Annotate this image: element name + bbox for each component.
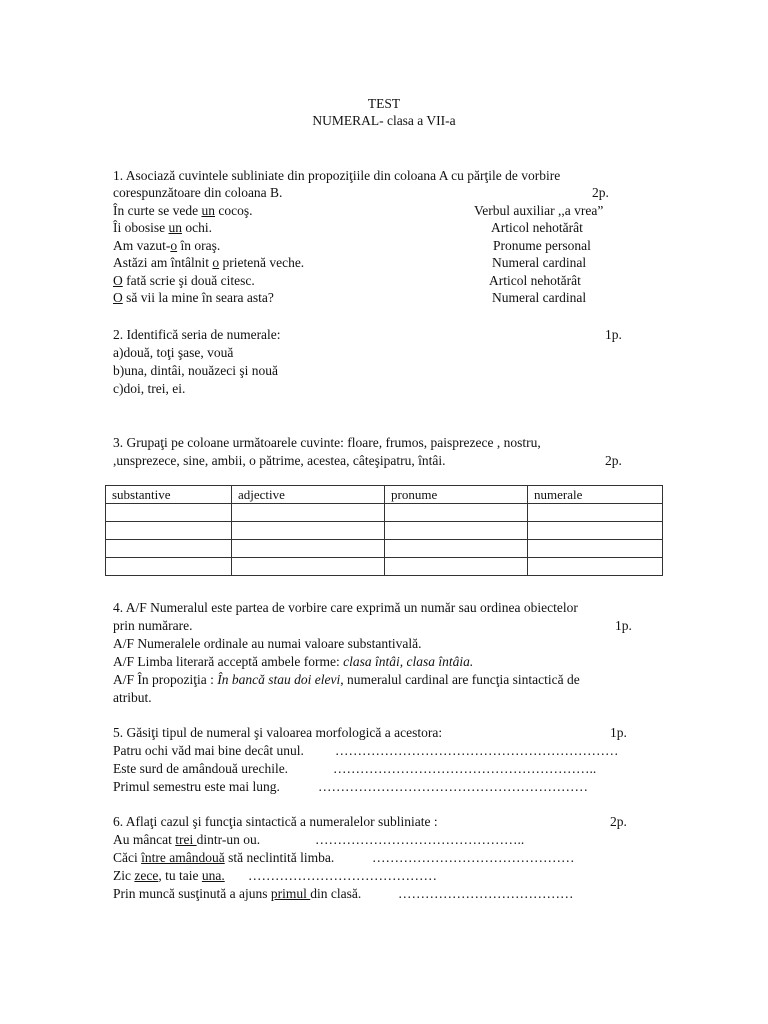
answer-blank[interactable]: …………………………………… [248, 868, 437, 883]
ex6-item: Prin muncă susţinută a ajuns primul din clasă. [113, 886, 362, 901]
ex5-item: Patru ochi văd mai bine decât unul. [113, 743, 304, 758]
table-cell[interactable] [528, 558, 663, 576]
table-cell[interactable] [528, 522, 663, 540]
underlined-word: o [212, 255, 220, 270]
ex6-points: 2p. [610, 814, 627, 829]
ex2-points: 1p. [605, 327, 622, 342]
ex2-option-a: a)două, toţi şase, vouă [113, 345, 234, 360]
table-cell[interactable] [106, 540, 232, 558]
answer-blank[interactable]: ……………………………………….. [315, 832, 525, 847]
underlined-word: una. [201, 868, 225, 883]
ex2-option-b: b)una, dintâi, nouăzeci şi nouă [113, 363, 278, 378]
ex4-item-4: A/F În propoziţia : În bancă stau doi elevi, numeralul cardinal are funcţia sintactică de [113, 672, 580, 687]
ex4-statement-line1: 4. A/F Numeralul este partea de vorbire care exprimă un număr sau ordinea obiectelor [113, 600, 578, 615]
table-cell[interactable] [232, 540, 385, 558]
ex4-item-2: A/F Numeralele ordinale au numai valoare substantivală. [113, 636, 422, 651]
ex1-row-b: Numeral cardinal [492, 255, 587, 270]
underlined-word: trei [175, 832, 197, 847]
underlined-word: un [201, 203, 215, 218]
table-cell[interactable] [106, 558, 232, 576]
table-header-cell: substantive [106, 486, 232, 504]
table-cell[interactable] [232, 522, 385, 540]
ex1-row-b: Articol nehotărât [491, 220, 583, 235]
ex1-row-b: Verbul auxiliar ,,a vrea” [474, 203, 604, 218]
table-cell[interactable] [385, 540, 528, 558]
table-cell[interactable] [106, 504, 232, 522]
ex6-item: Căci între amândouă stă neclintită limba. [113, 850, 335, 865]
ex6-item: Zic zece, tu taie una. [113, 868, 225, 883]
table-cell[interactable] [232, 558, 385, 576]
table-cell[interactable] [232, 504, 385, 522]
table-cell[interactable] [385, 504, 528, 522]
table-row [106, 522, 663, 540]
ex5-item: Este surd de amândouă urechile. [113, 761, 289, 776]
ex1-row-a: O să vii la mine în seara asta? [113, 290, 274, 305]
ex6-item: Au mâncat trei dintr-un ou. [113, 832, 261, 847]
ex1-row-b: Numeral cardinal [492, 290, 587, 305]
answer-blank[interactable]: ……………………………………………………… [335, 743, 619, 758]
underlined-word: o [170, 238, 178, 253]
ex5-points: 1p. [610, 725, 627, 740]
table-cell[interactable] [385, 522, 528, 540]
ex4-item-3: A/F Limba literară acceptă ambele forme: clasa întâi, clasa întâia. [113, 654, 474, 669]
ex1-row-b: Pronume personal [493, 238, 591, 253]
underlined-word: O [113, 273, 123, 288]
table-header-row [106, 486, 663, 504]
ex2-option-c: c)doi, trei, ei. [113, 381, 186, 396]
ex1-points: 2p. [592, 185, 609, 200]
table-row [106, 558, 663, 576]
ex1-row-a: Îi obosise un ochi. [113, 220, 212, 235]
ex1-row-a: Am vazut-o în oraş. [113, 238, 221, 253]
ex1-statement-line2: corespunzătoare din coloana B. [113, 185, 283, 200]
underlined-word: un [168, 220, 182, 235]
classification-table [105, 485, 663, 576]
underlined-word: O [113, 290, 123, 305]
ex2-question: 2. Identifică seria de numerale: [113, 327, 281, 342]
underlined-word: primul [270, 886, 311, 901]
ex1-statement-line1: 1. Asociază cuvintele subliniate din propoziţiile din coloana A cu părţile de vorbire [113, 168, 561, 183]
answer-blank[interactable]: ………………………………………………….. [333, 761, 597, 776]
ex3-points: 2p. [605, 453, 622, 468]
table-cell[interactable] [528, 504, 663, 522]
ex4-item-4-cont: atribut. [113, 690, 152, 705]
ex3-statement-line1: 3. Grupaţi pe coloane următoarele cuvinte: floare, frumos, paisprezece , nostru, [113, 435, 541, 450]
ex1-row-a: În curte se vede un cocoş. [113, 203, 253, 218]
table-cell[interactable] [106, 522, 232, 540]
underlined-word: între amândouă [141, 850, 225, 865]
table-header-cell: adjective [232, 486, 385, 504]
test-subtitle: NUMERAL- clasa a VII-a [312, 113, 456, 128]
answer-blank[interactable]: ………………………………… [398, 886, 574, 901]
table-cell[interactable] [528, 540, 663, 558]
table-row [106, 504, 663, 522]
ex1-row-b: Articol nehotărât [489, 273, 581, 288]
ex5-item: Primul semestru este mai lung. [113, 779, 280, 794]
table-header-cell: pronume [385, 486, 528, 504]
table-row [106, 540, 663, 558]
ex6-question: 6. Aflaţi cazul şi funcţia sintactică a numeralelor subliniate : [113, 814, 438, 829]
ex4-points: 1p. [615, 618, 632, 633]
underlined-word: zece [134, 868, 159, 883]
table-cell[interactable] [385, 558, 528, 576]
ex1-row-a: Astăzi am întâlnit o prietenă veche. [113, 255, 305, 270]
ex4-statement-line2: prin numărare. [113, 618, 193, 633]
answer-blank[interactable]: ……………………………………… [372, 850, 575, 865]
test-title: TEST [367, 96, 401, 111]
answer-blank[interactable]: …………………………………………………… [318, 779, 588, 794]
table-header-cell: numerale [528, 486, 663, 504]
ex3-statement-line2: ,unsprezece, sine, ambii, o pătrime, acestea, câteşipatru, întâi. [113, 453, 446, 468]
ex1-row-a: O fată scrie şi două citesc. [113, 273, 255, 288]
ex5-question: 5. Găsiţi tipul de numeral şi valoarea morfologică a acestora: [113, 725, 443, 740]
